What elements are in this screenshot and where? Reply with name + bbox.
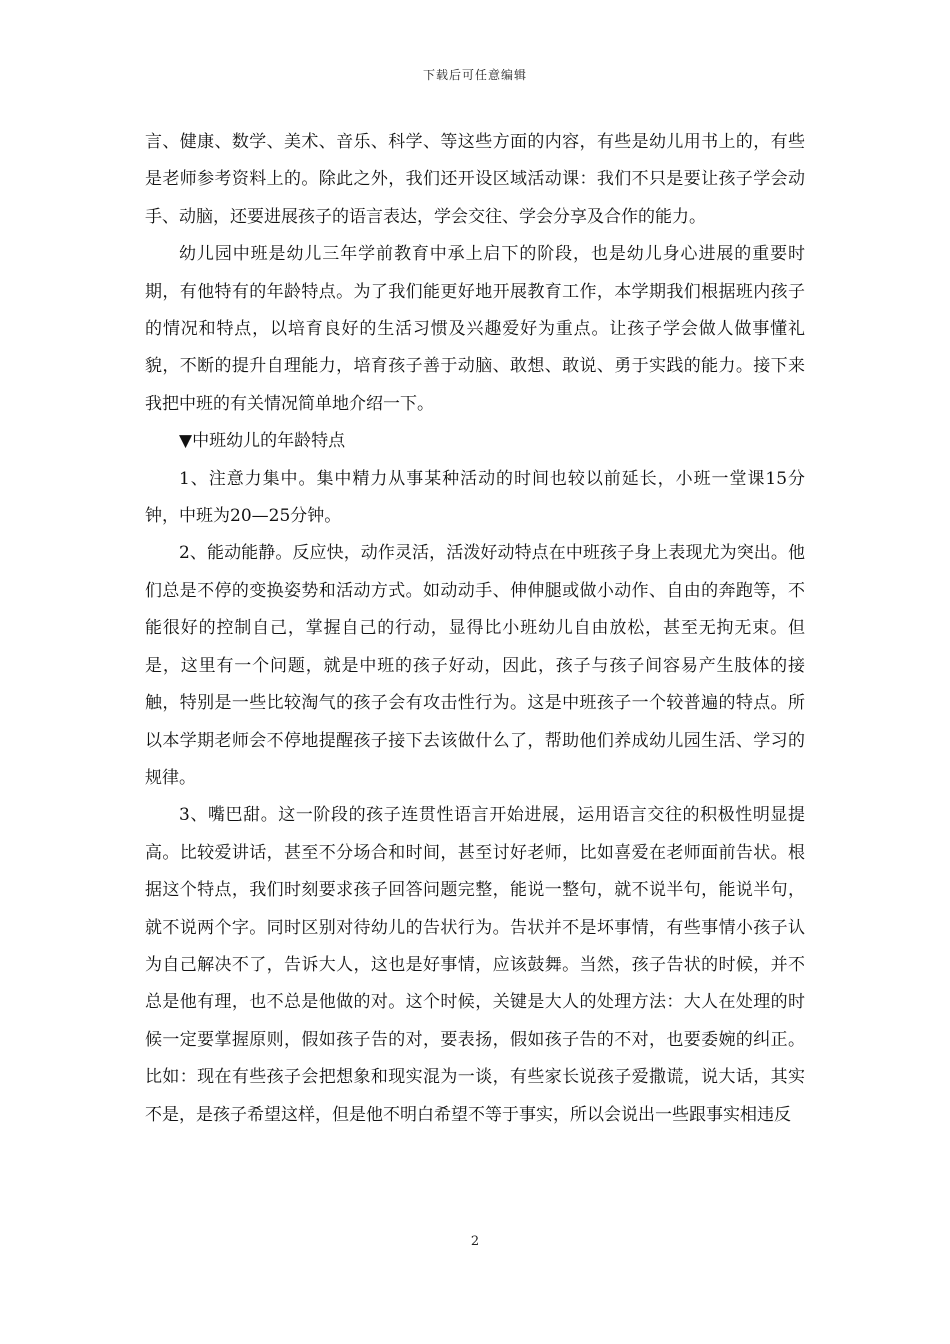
page-number: 2 — [470, 1234, 480, 1249]
document-body — [145, 124, 805, 1134]
paragraph-point-2: 2、能动能静。反应快，动作灵活，活泼好动特点在中班孩子身上表现尤为突出。他们总是不停的变换姿势和活动方式。如动动手、伸伸腿或做小动作、自由的奔跑等，不能很好的控制自己，掌握自己的行动，显得比小班幼儿自由放松，甚至无拘无束。但是，这里有一个问题，就是中班的孩子好动，因此，孩子与孩子间容易产生肢体的接触，特别是一些比较淘气的孩子会有攻击性行为。这是中班孩子一个较普遍的特点。所以本学期老师会不停地提醒孩子接下去该做什么了，帮助他们养成幼儿园生活、学习的规律。 — [145, 543, 805, 788]
section-heading: ▼中班幼儿的年龄特点 — [179, 431, 346, 452]
paragraph-continuation: 言、健康、数学、美术、音乐、科学、等这些方面的内容，有些是幼儿用书上的，有些是老师参考资料上的。除此之外，我们还开设区域活动课：我们不只是要让孩子学会动手、动脑，还要进展孩子的语言表达，学会交往、学会分享及合作的能力。 — [145, 132, 805, 227]
paragraph-intro: 幼儿园中班是幼儿三年学前教育中承上启下的阶段，也是幼儿身心进展的重要时期，有他特有的年龄特点。为了我们能更好地开展教育工作，本学期我们根据班内孩子的情况和特点，以培育良好的生活习惯及兴趣爱好为重点。让孩子学会做人做事懂礼貌，不断的提升自理能力，培育孩子善于动脑、敢想、敢说、勇于实践的能力。接下来我把中班的有关情况简单地介绍一下。 — [145, 244, 805, 414]
paragraph-point-1: 1、注意力集中。集中精力从事某种活动的时间也较以前延长，小班一堂课15分钟，中班为20—25分钟。 — [145, 468, 805, 527]
paragraph-point-3: 3、嘴巴甜。这一阶段的孩子连贯性语言开始进展，运用语言交往的积极性明显提高。比较爱讲话，甚至不分场合和时间，甚至讨好老师，比如喜爱在老师面前告状。根据这个特点，我们时刻要求孩子回答问题完整，能说一整句，就不说半句，能说半句，就不说两个字。同时区别对待幼儿的告状行为。告状并不是坏事情，有些事情小孩子认为自己解决不了，告诉大人，这也是好事情，应该鼓舞。当然，孩子告状的时候，并不总是他有理，也不总是他做的对。这个时候，关键是大人的处理方法：大人在处理的时候一定要掌握原则，假如孩子告的对，要表扬，假如孩子告的不对，也要委婉的纠正。比如：现在有些孩子会把想象和现实混为一谈，有些家长说孩子爱撒谎，说大话，其实不是，是孩子希望这样，但是他不明白希望不等于事实，所以会说出一些跟事实相违反 — [145, 805, 805, 1125]
page-header: 下载后可任意编辑 — [422, 68, 527, 82]
